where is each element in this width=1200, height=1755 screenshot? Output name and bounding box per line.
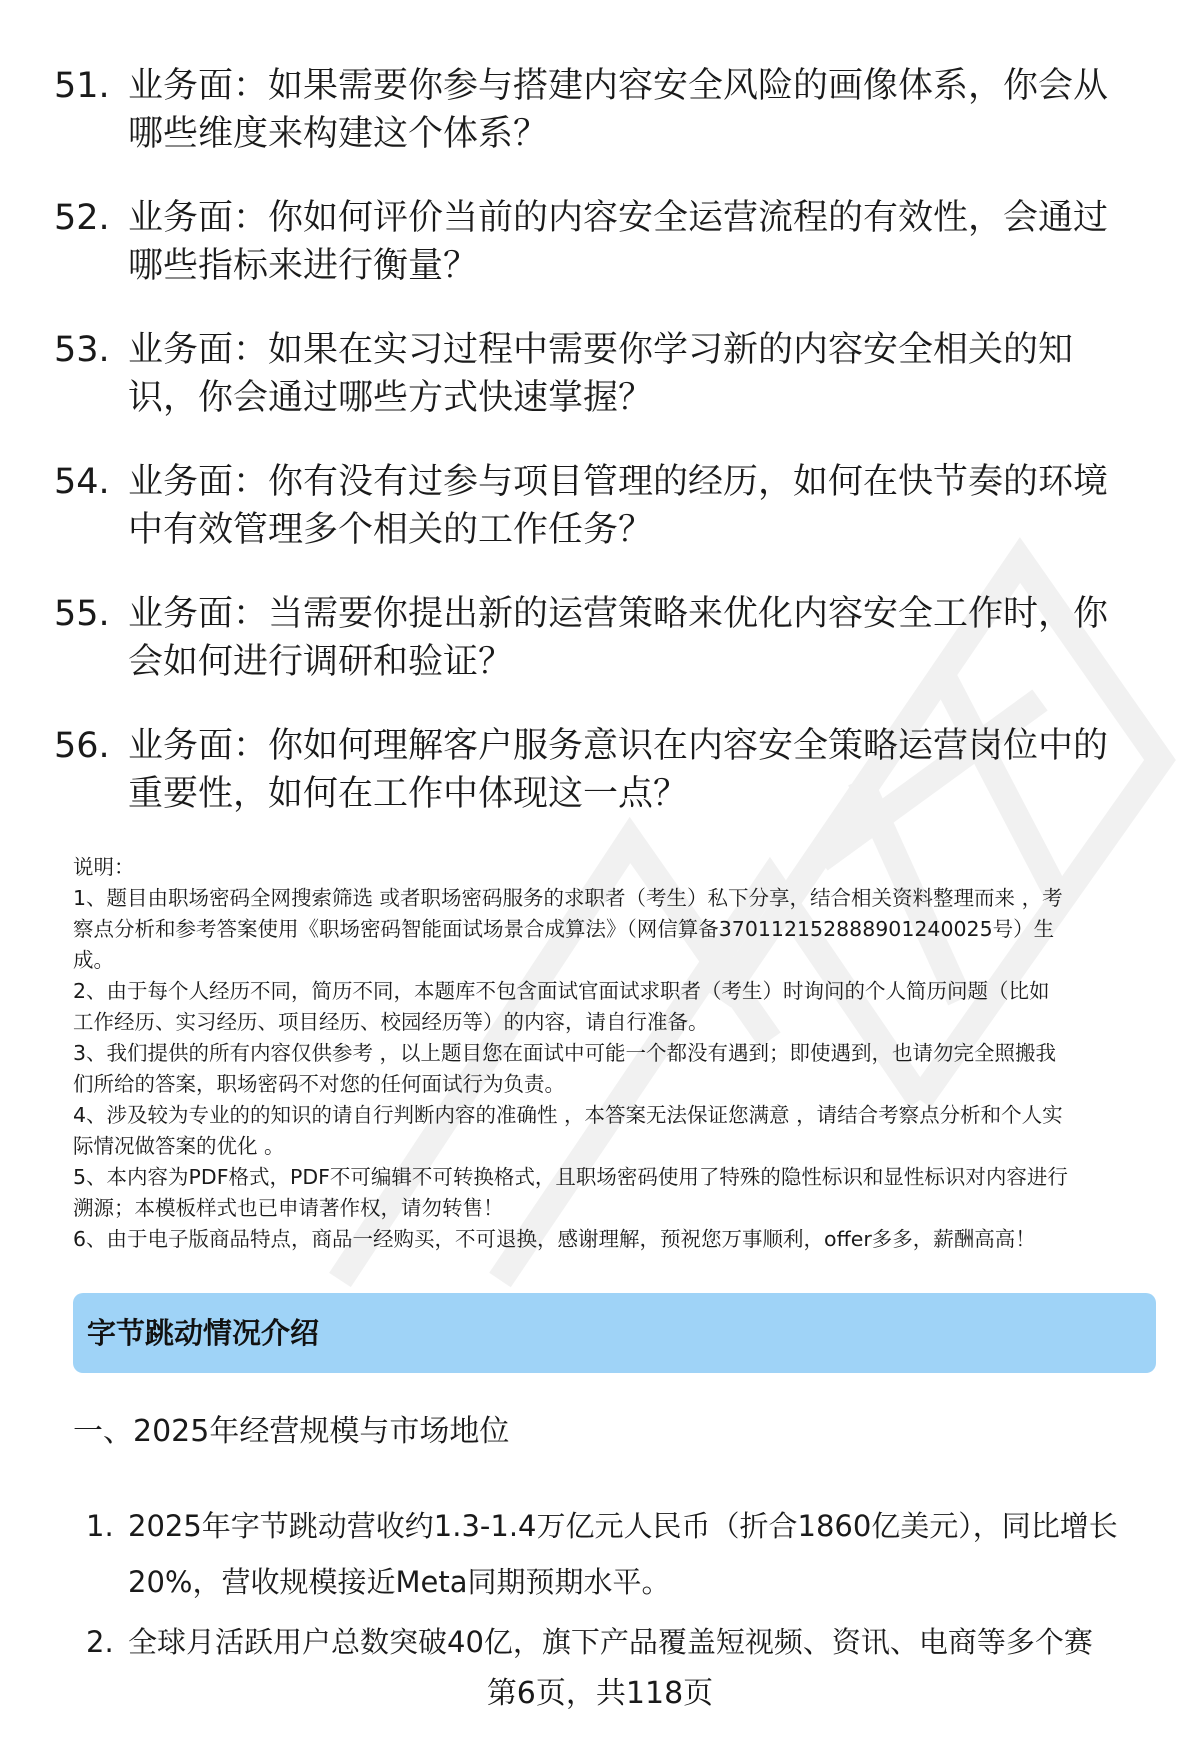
question-line: 哪些维度来构建这个体系？ bbox=[128, 114, 549, 154]
section-header-box bbox=[73, 1293, 1156, 1373]
disclaimer-notes bbox=[73, 852, 1163, 1255]
list-item-line: 20%，营收规模接近Meta同期预期水平。 bbox=[128, 1565, 671, 1599]
question-line: 重要性，如何在工作中体现这一点？ bbox=[128, 774, 689, 814]
notes-line: 们所给的答案，职场密码不对您的任何面试行为负责。 bbox=[73, 1072, 565, 1096]
notes-line: 际情况做答案的优化 。 bbox=[73, 1134, 285, 1158]
question-number: 54. bbox=[54, 462, 110, 502]
question-line: 业务面：如果在实习过程中需要你学习新的内容安全相关的知 bbox=[128, 330, 1074, 370]
notes-line: 溯源；本模板样式也已申请著作权，请勿转售！ bbox=[73, 1196, 504, 1220]
notes-line: 工作经历、实习经历、项目经历、校园经历等）的内容，请自行准备。 bbox=[73, 1010, 709, 1034]
question-line: 业务面：你如何理解客户服务意识在内容安全策略运营岗位中的 bbox=[128, 726, 1109, 766]
question-line: 中有效管理多个相关的工作任务？ bbox=[128, 510, 654, 550]
notes-line: 1、题目由职场密码全网搜索筛选 或者职场密码服务的求职者（考生）私下分享，结合相关资料整理而来 ，考 bbox=[73, 886, 1063, 910]
subsection-heading: 一、2025年经营规模与市场地位 bbox=[73, 1414, 510, 1449]
notes-line: 成。 bbox=[73, 948, 114, 972]
notes-line: 4、涉及较为专业的的知识的请自行判断内容的准确性 ，本答案无法保证您满意 ，请结合考察点分析和个人实 bbox=[73, 1103, 1063, 1127]
question-number: 53. bbox=[54, 330, 110, 370]
question-line: 业务面：当需要你提出新的运营策略来优化内容安全工作时，你 bbox=[128, 594, 1109, 634]
notes-line: 6、由于电子版商品特点，商品一经购买，不可退换，感谢理解，预祝您万事顺利，offer多多，薪酬高高！ bbox=[73, 1227, 1036, 1251]
notes-line: 3、我们提供的所有内容仅供参考 ，以上题目您在面试中可能一个都没有遇到；即使遇到，也请勿完全照搬我 bbox=[73, 1041, 1057, 1065]
question-line: 哪些指标来进行衡量？ bbox=[128, 246, 479, 286]
question-number: 55. bbox=[54, 594, 110, 634]
notes-heading: 说明： bbox=[73, 855, 135, 879]
question-number: 51. bbox=[54, 66, 110, 106]
question-line: 业务面：你有没有过参与项目管理的经历，如何在快节奏的环境 bbox=[128, 462, 1109, 502]
list-item-number: 1. bbox=[86, 1509, 114, 1543]
question-line: 识，你会通过哪些方式快速掌握？ bbox=[128, 378, 654, 418]
notes-line: 5、本内容为PDF格式，PDF不可编辑不可转换格式，且职场密码使用了特殊的隐性标识和显性标识对内容进行 bbox=[73, 1165, 1068, 1189]
list-item-number: 2. bbox=[86, 1625, 114, 1659]
question-line: 会如何进行调研和验证？ bbox=[128, 642, 514, 682]
notes-line: 察点分析和参考答案使用《职场密码智能面试场景合成算法》（网信算备370112152888901240025号）生 bbox=[73, 917, 1055, 941]
question-line: 业务面：如果需要你参与搭建内容安全风险的画像体系，你会从 bbox=[128, 66, 1109, 106]
page-number-footer: 第6页，共118页 bbox=[486, 1676, 714, 1711]
notes-line: 2、由于每个人经历不同，简历不同，本题库不包含面试官面试求职者（考生）时询问的个人简历问题（比如 bbox=[73, 979, 1050, 1003]
list-item-line: 全球月活跃用户总数突破40亿，旗下产品覆盖短视频、资讯、电商等多个赛 bbox=[128, 1625, 1093, 1659]
question-number: 56. bbox=[54, 726, 110, 766]
section-title: 字节跳动情况介绍 bbox=[87, 1316, 320, 1350]
list-item-line: 2025年字节跳动营收约1.3-1.4万亿元人民币（折合1860亿美元），同比增长 bbox=[128, 1509, 1118, 1543]
question-number: 52. bbox=[54, 198, 110, 238]
question-line: 业务面：你如何评价当前的内容安全运营流程的有效性，会通过 bbox=[128, 198, 1109, 238]
